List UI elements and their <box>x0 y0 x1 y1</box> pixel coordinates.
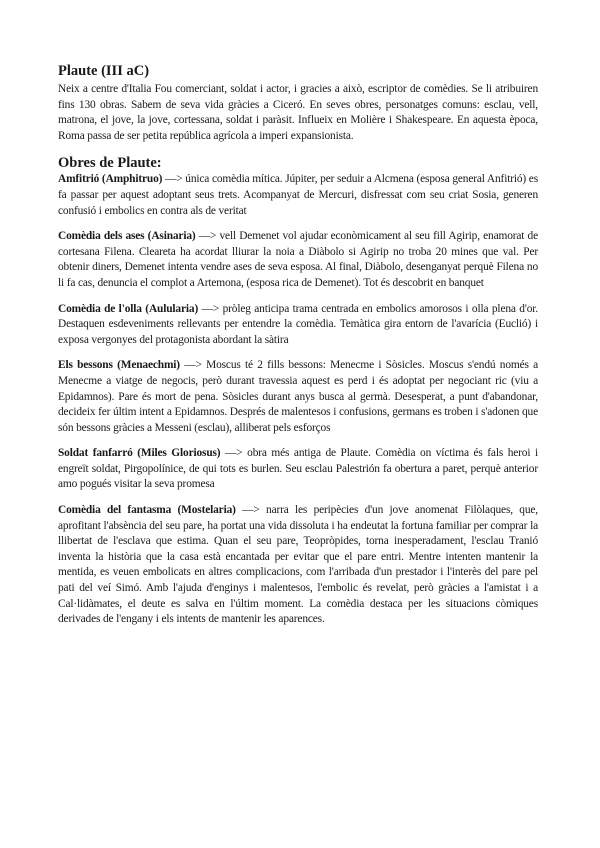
document-page <box>58 62 538 638</box>
work-title: Amfitrió (Amphitruo) <box>58 173 163 186</box>
document-title: Plaute (III aC) <box>58 63 150 79</box>
work-aulularia <box>58 302 538 349</box>
work-title: Comèdia dels ases (Asinaria) <box>58 230 196 243</box>
work-description: —> pròleg anticipa trama centrada en embolics amorosos i olla plena d'or. Destaquen esdeveniments rellevants per entendre la comèdia. Temàtica gira entorn de l'avarícia (Euclió) i exposa vergonyes del protagonista abordant la sàtira <box>58 302 538 346</box>
work-title: Els bessons (Menaechmi) <box>58 359 180 372</box>
work-description: —> Moscus té 2 fills bessons: Menecme i Sòsicles. Moscus s'endú només a Menecme a viatge de negocis, però durant travessia aquest es perd i és adoptat per negociant ric (viu a Epidamnos). Pare és mort de pena. Sòsicles durant anys busca al germà. Desesperat, a punt d'abandonar, decideix fer últim intent a Epidamnos. Després de malentesos i confusions, germans es troben i s'adonen que són bessons gràcies a Messeni (esclau), alliberat pels esforços <box>58 359 538 434</box>
work-title: Comèdia del fantasma (Mostelaria) <box>58 504 236 517</box>
work-title: Comèdia de l'olla (Aulularia) <box>58 302 199 315</box>
work-description: —> vell Demenet vol ajudar econòmicament al seu fill Agirip, enamorat de cortesana Filena. Cleareta ha acordat lliurar la noia a Diàbolo si Agirip no troba 20 mines que val. Per obtenir diners, Demenet intenta vendre ases de seva esposa. Al final, Diàbolo, desenganyat perquè Filena no li fa cas, denuncia el complot a Artemona, (esposa rica de Demenet). Tot és descobrit en banquet <box>58 230 538 289</box>
work-mostelaria <box>58 503 538 628</box>
work-description: —> narra les peripècies d'un jove anomenat Filòlaques, que, aprofitant l'absència del seu pare, ha portat una vida dissoluta i ha endeutat la fortuna familiar per comprar la llibertat de l'esclava que estima. Quan el seu pare, Teopròpides, torna inesperadament, l'esclau Tranió inventa la història que la casa està encantada per evitar que el pare entri. Mentre intenten mantenir la mentida, es veuen embolicats en altres complicacions, com l'arribada d'un prestador i l'interès del pare pel pati del veí Simó. Amb l'ajuda d'enginys i malentesos, l'embolic és revelat, però gràcies a l'amistat i a Cal·lidàmates, el deute es salva en l'últim moment. La comèdia destaca per les situacions còmiques derivades de l'engany i els intents de mantenir les aparences. <box>58 504 538 626</box>
works-heading: Obres de Plaute: <box>58 155 162 172</box>
work-description: —> única comèdia mítica. Júpiter, per seduir a Alcmena (esposa general Anfitrió) es fa passar per aquest adoptant seus trets. Acompanyat de Mercuri, disfressat com seu criat Sosia, generen confusió i embolics en contra als de veritat <box>58 173 538 217</box>
work-menaechmi <box>58 358 538 436</box>
work-amphitruo <box>58 172 538 219</box>
work-asinaria <box>58 229 538 291</box>
work-description: —> obra més antiga de Plaute. Comèdia on víctima és fals heroi i engreït soldat, Pirgopolínice, de qui tots es burlen. Seu esclau Palestrión fa obertura a paret, perquè anterior amo pogués visitar la seva promesa <box>58 447 538 491</box>
work-title: Soldat fanfarró (Miles Gloriosus) <box>58 447 221 460</box>
intro-paragraph: Neix a centre d'Italia Fou comerciant, soldat i actor, i gracies a això, escriptor de comèdies. Se li atribuiren fins 130 obras. Sabem de seva vida gràcies a Ciceró. En seves obres, personatges comuns: esclau, vell, matrona, el jove, la jove, cortessana, soldat i paràsit. Influeix en Molière i Shakespeare. En aquesta època, Roma passa de ser petita república agrícola a imperi expansionista. <box>58 83 538 142</box>
work-miles-gloriosus <box>58 446 538 493</box>
